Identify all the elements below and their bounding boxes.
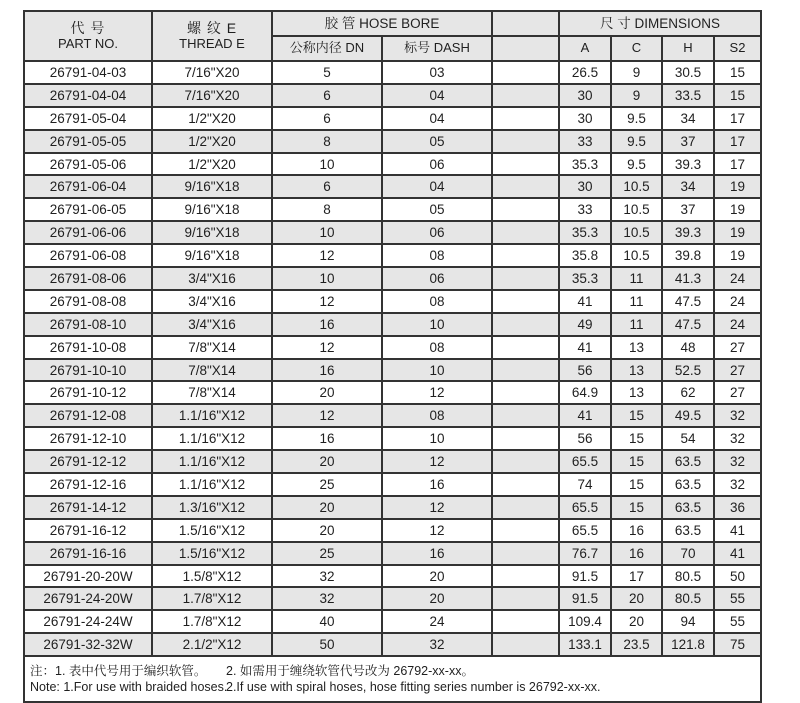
dim-s2-cell: 41 [714, 542, 761, 565]
table-row [24, 267, 761, 290]
spacer-cell [492, 587, 559, 610]
dim-a-cell: 35.8 [559, 244, 611, 267]
thread-header [152, 11, 272, 61]
table-row [24, 130, 761, 153]
dim-c-cell: 9 [611, 84, 662, 107]
dim-c-cell: 11 [611, 290, 662, 313]
note-line-en [30, 679, 760, 695]
dim-a-cell: 41 [559, 336, 611, 359]
dim-c-cell: 15 [611, 427, 662, 450]
table-row [24, 381, 761, 404]
spacer-cell [492, 61, 559, 84]
thread-cell: 1.5/8"X12 [152, 565, 272, 588]
dim-a-cell: 74 [559, 473, 611, 496]
dash-header: 标号 DASH [382, 36, 492, 61]
part-no-cell: 26791-08-08 [24, 290, 152, 313]
dim-a-cell: 109.4 [559, 610, 611, 633]
dim-a-cell: 91.5 [559, 565, 611, 588]
dim-a-cell: 35.3 [559, 267, 611, 290]
dash-cell: 12 [382, 496, 492, 519]
table-row [24, 84, 761, 107]
part-no-cell: 26791-05-06 [24, 153, 152, 176]
dash-cell: 08 [382, 290, 492, 313]
dash-cell: 04 [382, 84, 492, 107]
dim-c-cell: 20 [611, 610, 662, 633]
dim-h-cell: 121.8 [662, 633, 714, 656]
dim-h-cell: 62 [662, 381, 714, 404]
dim-s2-cell: 50 [714, 565, 761, 588]
dn-cell: 6 [272, 175, 382, 198]
thread-cell: 1.7/8"X12 [152, 587, 272, 610]
dim-h-cell: 63.5 [662, 450, 714, 473]
part-no-cell: 26791-24-24W [24, 610, 152, 633]
dim-h-cell: 34 [662, 175, 714, 198]
part-no-header-en: PART NO. [58, 35, 118, 51]
dim-c-cell: 15 [611, 473, 662, 496]
dim-c-cell: 11 [611, 313, 662, 336]
dim-a-cell: 56 [559, 359, 611, 382]
dn-cell: 32 [272, 587, 382, 610]
dim-h-cell: 48 [662, 336, 714, 359]
dim-h-cell: 94 [662, 610, 714, 633]
table-body [24, 61, 761, 656]
dash-cell: 06 [382, 267, 492, 290]
dim-s2-cell: 55 [714, 587, 761, 610]
dim-c-cell: 17 [611, 565, 662, 588]
spacer-cell [492, 610, 559, 633]
dim-a-header: A [559, 36, 611, 61]
table-row [24, 633, 761, 656]
table-header [24, 11, 761, 61]
dim-h-cell: 63.5 [662, 496, 714, 519]
dim-c-cell: 9.5 [611, 107, 662, 130]
dim-c-cell: 9.5 [611, 153, 662, 176]
dim-c-cell: 10.5 [611, 244, 662, 267]
part-no-cell: 26791-16-12 [24, 519, 152, 542]
dim-h-cell: 33.5 [662, 84, 714, 107]
dash-cell: 16 [382, 542, 492, 565]
part-no-header [24, 11, 152, 61]
dim-s2-cell: 27 [714, 381, 761, 404]
spacer-cell [492, 336, 559, 359]
dimensions-group-header: 尺 寸 DIMENSIONS [559, 11, 761, 36]
dim-a-cell: 49 [559, 313, 611, 336]
part-no-cell: 26791-10-12 [24, 381, 152, 404]
dim-s2-cell: 27 [714, 336, 761, 359]
dim-h-cell: 30.5 [662, 61, 714, 84]
dash-cell: 08 [382, 336, 492, 359]
dn-cell: 12 [272, 290, 382, 313]
dash-cell: 10 [382, 359, 492, 382]
spacer-cell [492, 519, 559, 542]
dn-cell: 20 [272, 381, 382, 404]
thread-cell: 9/16"X18 [152, 221, 272, 244]
thread-cell: 3/4"X16 [152, 290, 272, 313]
dim-c-cell: 9 [611, 61, 662, 84]
dn-cell: 6 [272, 107, 382, 130]
dn-cell: 20 [272, 519, 382, 542]
part-no-cell: 26791-06-06 [24, 221, 152, 244]
spacer-header-bottom [492, 36, 559, 61]
dim-c-cell: 13 [611, 359, 662, 382]
dim-s2-cell: 27 [714, 359, 761, 382]
part-no-cell: 26791-05-04 [24, 107, 152, 130]
thread-header-zh: 螺 纹 E [186, 20, 238, 37]
dn-cell: 12 [272, 336, 382, 359]
dim-c-cell: 20 [611, 587, 662, 610]
dash-cell: 20 [382, 587, 492, 610]
dash-cell: 06 [382, 221, 492, 244]
dim-a-cell: 56 [559, 427, 611, 450]
part-no-cell: 26791-04-04 [24, 84, 152, 107]
dim-s2-cell: 36 [714, 496, 761, 519]
part-no-cell: 26791-10-08 [24, 336, 152, 359]
note-en-2: 2.If use with spiral hoses, hose fitting series number is 26792-xx-xx. [226, 680, 601, 695]
spacer-cell [492, 427, 559, 450]
dash-cell: 16 [382, 473, 492, 496]
dn-cell: 5 [272, 61, 382, 84]
dash-cell: 10 [382, 313, 492, 336]
thread-cell: 1/2"X20 [152, 107, 272, 130]
dim-c-cell: 13 [611, 336, 662, 359]
part-no-cell: 26791-06-08 [24, 244, 152, 267]
thread-cell: 1.5/16"X12 [152, 519, 272, 542]
dim-s2-cell: 19 [714, 244, 761, 267]
spacer-cell [492, 359, 559, 382]
dn-cell: 25 [272, 473, 382, 496]
dn-cell: 8 [272, 198, 382, 221]
spacer-cell [492, 404, 559, 427]
dim-a-cell: 41 [559, 404, 611, 427]
dim-a-cell: 35.3 [559, 153, 611, 176]
dim-s2-cell: 19 [714, 221, 761, 244]
dim-s2-cell: 17 [714, 153, 761, 176]
note-zh-2: 2. 如需用于缠绕软管代号改为 26792-xx-xx。 [226, 664, 474, 679]
spacer-cell [492, 473, 559, 496]
dim-a-cell: 30 [559, 107, 611, 130]
dash-cell: 08 [382, 404, 492, 427]
table-row [24, 244, 761, 267]
dn-cell: 12 [272, 244, 382, 267]
dn-cell: 12 [272, 404, 382, 427]
thread-cell: 7/8"X14 [152, 381, 272, 404]
thread-cell: 9/16"X18 [152, 244, 272, 267]
dash-cell: 05 [382, 198, 492, 221]
spacer-cell [492, 267, 559, 290]
dim-a-cell: 133.1 [559, 633, 611, 656]
header-row-groups [24, 11, 761, 36]
dim-c-cell: 11 [611, 267, 662, 290]
spacer-cell [492, 450, 559, 473]
dim-s2-cell: 75 [714, 633, 761, 656]
dim-a-cell: 26.5 [559, 61, 611, 84]
dash-cell: 05 [382, 130, 492, 153]
spec-table [23, 10, 762, 703]
table-row [24, 61, 761, 84]
table-row [24, 473, 761, 496]
spacer-cell [492, 198, 559, 221]
dim-s2-cell: 24 [714, 313, 761, 336]
dim-h-cell: 37 [662, 130, 714, 153]
part-no-cell: 26791-06-04 [24, 175, 152, 198]
thread-cell: 1.1/16"X12 [152, 427, 272, 450]
part-no-cell: 26791-12-16 [24, 473, 152, 496]
part-no-cell: 26791-08-06 [24, 267, 152, 290]
spacer-cell [492, 175, 559, 198]
spacer-cell [492, 542, 559, 565]
part-no-cell: 26791-20-20W [24, 565, 152, 588]
thread-cell: 2.1/2"X12 [152, 633, 272, 656]
dim-a-cell: 41 [559, 290, 611, 313]
dim-a-cell: 33 [559, 130, 611, 153]
dim-s2-cell: 55 [714, 610, 761, 633]
table-row [24, 198, 761, 221]
dn-cell: 8 [272, 130, 382, 153]
dn-cell: 16 [272, 427, 382, 450]
dim-c-cell: 15 [611, 496, 662, 519]
dim-s2-cell: 32 [714, 404, 761, 427]
table-row [24, 313, 761, 336]
table-row [24, 565, 761, 588]
thread-header-en: THREAD E [179, 35, 245, 51]
table-row [24, 290, 761, 313]
dim-c-cell: 9.5 [611, 130, 662, 153]
part-no-cell: 26791-12-10 [24, 427, 152, 450]
thread-cell: 1.1/16"X12 [152, 473, 272, 496]
dash-cell: 06 [382, 153, 492, 176]
thread-cell: 1.1/16"X12 [152, 450, 272, 473]
thread-cell: 1.3/16"X12 [152, 496, 272, 519]
table-row [24, 610, 761, 633]
table-footer [24, 656, 761, 702]
dn-cell: 20 [272, 496, 382, 519]
dim-h-cell: 34 [662, 107, 714, 130]
table-row [24, 221, 761, 244]
dn-cell: 40 [272, 610, 382, 633]
dim-h-cell: 39.3 [662, 221, 714, 244]
dim-s2-cell: 41 [714, 519, 761, 542]
dash-cell: 12 [382, 381, 492, 404]
dim-h-cell: 39.8 [662, 244, 714, 267]
dim-s2-cell: 19 [714, 198, 761, 221]
thread-cell: 1.5/16"X12 [152, 542, 272, 565]
notes-cell [24, 656, 761, 702]
table-row [24, 336, 761, 359]
dim-a-cell: 91.5 [559, 587, 611, 610]
dim-c-cell: 15 [611, 404, 662, 427]
part-no-cell: 26791-32-32W [24, 633, 152, 656]
dim-h-cell: 70 [662, 542, 714, 565]
dash-cell: 04 [382, 107, 492, 130]
spacer-cell [492, 107, 559, 130]
dim-c-cell: 16 [611, 519, 662, 542]
part-no-cell: 26791-12-08 [24, 404, 152, 427]
thread-cell: 1.1/16"X12 [152, 404, 272, 427]
dim-s2-cell: 15 [714, 61, 761, 84]
thread-cell: 9/16"X18 [152, 198, 272, 221]
dim-h-cell: 47.5 [662, 313, 714, 336]
thread-cell: 3/4"X16 [152, 267, 272, 290]
dim-h-cell: 47.5 [662, 290, 714, 313]
thread-cell: 7/16"X20 [152, 84, 272, 107]
dim-h-cell: 41.3 [662, 267, 714, 290]
dn-cell: 50 [272, 633, 382, 656]
spacer-cell [492, 84, 559, 107]
note-zh-1: 注：1. 表中代号用于编织软管。 [30, 664, 207, 679]
table-row [24, 496, 761, 519]
dn-cell: 16 [272, 313, 382, 336]
dim-s2-cell: 19 [714, 175, 761, 198]
dim-h-cell: 80.5 [662, 587, 714, 610]
dash-cell: 12 [382, 450, 492, 473]
dim-c-cell: 10.5 [611, 175, 662, 198]
dim-c-cell: 23.5 [611, 633, 662, 656]
dim-h-header: H [662, 36, 714, 61]
part-no-cell: 26791-14-12 [24, 496, 152, 519]
dn-cell: 6 [272, 84, 382, 107]
spacer-header-top [492, 11, 559, 36]
spacer-cell [492, 565, 559, 588]
table-row [24, 542, 761, 565]
spacer-cell [492, 221, 559, 244]
table-row [24, 450, 761, 473]
dn-header: 公称内径 DN [272, 36, 382, 61]
dim-c-header: C [611, 36, 662, 61]
dim-s2-header: S2 [714, 36, 761, 61]
table-row [24, 107, 761, 130]
dim-c-cell: 15 [611, 450, 662, 473]
dim-s2-cell: 24 [714, 267, 761, 290]
dash-cell: 08 [382, 244, 492, 267]
spacer-cell [492, 381, 559, 404]
dim-a-cell: 65.5 [559, 496, 611, 519]
thread-cell: 7/8"X14 [152, 359, 272, 382]
dash-cell: 03 [382, 61, 492, 84]
thread-cell: 3/4"X16 [152, 313, 272, 336]
table-row [24, 359, 761, 382]
dim-s2-cell: 32 [714, 473, 761, 496]
spacer-cell [492, 496, 559, 519]
thread-cell: 7/8"X14 [152, 336, 272, 359]
dn-cell: 32 [272, 565, 382, 588]
dn-cell: 25 [272, 542, 382, 565]
note-en-1: Note: 1.For use with braided hoses. [30, 680, 228, 695]
table-row [24, 153, 761, 176]
part-no-header-zh: 代 号 [70, 20, 106, 37]
part-no-cell: 26791-08-10 [24, 313, 152, 336]
dim-h-cell: 52.5 [662, 359, 714, 382]
dim-a-cell: 30 [559, 84, 611, 107]
part-no-cell: 26791-12-12 [24, 450, 152, 473]
dim-s2-cell: 15 [714, 84, 761, 107]
dim-c-cell: 16 [611, 542, 662, 565]
dim-h-cell: 80.5 [662, 565, 714, 588]
dn-cell: 16 [272, 359, 382, 382]
dim-a-cell: 30 [559, 175, 611, 198]
spacer-cell [492, 244, 559, 267]
dim-c-cell: 10.5 [611, 221, 662, 244]
dim-h-cell: 63.5 [662, 519, 714, 542]
thread-cell: 1.7/8"X12 [152, 610, 272, 633]
part-no-cell: 26791-16-16 [24, 542, 152, 565]
table-row [24, 519, 761, 542]
dash-cell: 32 [382, 633, 492, 656]
dash-cell: 20 [382, 565, 492, 588]
part-no-cell: 26791-04-03 [24, 61, 152, 84]
dn-cell: 20 [272, 450, 382, 473]
hose-bore-group-header: 胶 管 HOSE BORE [272, 11, 492, 36]
thread-cell: 1/2"X20 [152, 153, 272, 176]
dim-h-cell: 49.5 [662, 404, 714, 427]
dim-a-cell: 64.9 [559, 381, 611, 404]
dim-c-cell: 13 [611, 381, 662, 404]
part-no-cell: 26791-05-05 [24, 130, 152, 153]
dim-s2-cell: 17 [714, 107, 761, 130]
dim-h-cell: 39.3 [662, 153, 714, 176]
dash-cell: 24 [382, 610, 492, 633]
dim-s2-cell: 32 [714, 450, 761, 473]
dim-h-cell: 37 [662, 198, 714, 221]
part-no-cell: 26791-24-20W [24, 587, 152, 610]
table-row [24, 427, 761, 450]
dim-s2-cell: 32 [714, 427, 761, 450]
thread-cell: 7/16"X20 [152, 61, 272, 84]
part-no-cell: 26791-06-05 [24, 198, 152, 221]
dn-cell: 10 [272, 153, 382, 176]
spacer-cell [492, 633, 559, 656]
dim-h-cell: 54 [662, 427, 714, 450]
spacer-cell [492, 290, 559, 313]
dash-cell: 12 [382, 519, 492, 542]
table-row [24, 587, 761, 610]
dim-a-cell: 65.5 [559, 450, 611, 473]
dim-s2-cell: 17 [714, 130, 761, 153]
dim-c-cell: 10.5 [611, 198, 662, 221]
spacer-cell [492, 153, 559, 176]
dash-cell: 04 [382, 175, 492, 198]
dim-a-cell: 33 [559, 198, 611, 221]
dim-a-cell: 76.7 [559, 542, 611, 565]
dim-s2-cell: 24 [714, 290, 761, 313]
dn-cell: 10 [272, 221, 382, 244]
note-line-zh [30, 663, 760, 679]
spacer-cell [492, 130, 559, 153]
dim-h-cell: 63.5 [662, 473, 714, 496]
notes-row [24, 656, 761, 702]
thread-cell: 1/2"X20 [152, 130, 272, 153]
dim-a-cell: 65.5 [559, 519, 611, 542]
spacer-cell [492, 313, 559, 336]
table-row [24, 404, 761, 427]
part-no-cell: 26791-10-10 [24, 359, 152, 382]
thread-cell: 9/16"X18 [152, 175, 272, 198]
dn-cell: 10 [272, 267, 382, 290]
dash-cell: 10 [382, 427, 492, 450]
dim-a-cell: 35.3 [559, 221, 611, 244]
table-row [24, 175, 761, 198]
